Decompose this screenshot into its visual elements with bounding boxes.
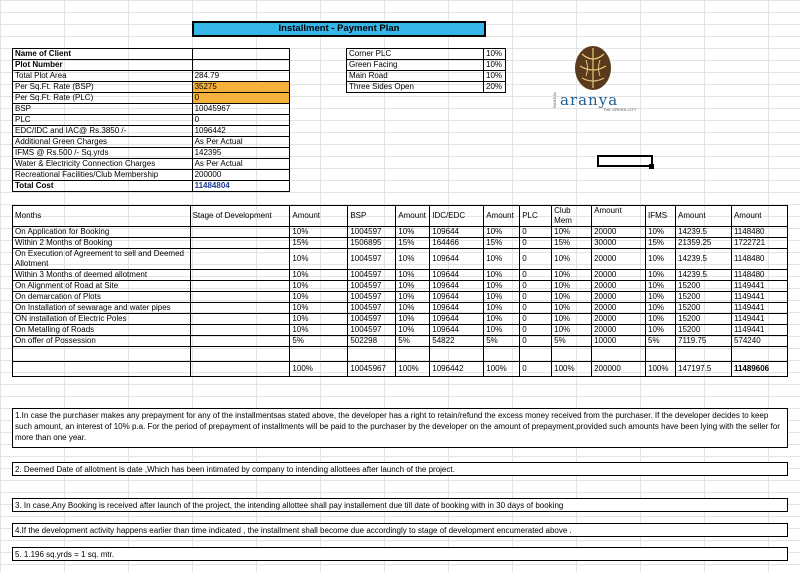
table-cell[interactable]: 5% [552, 336, 592, 347]
table-cell[interactable] [430, 347, 484, 362]
table-cell[interactable]: 10% [290, 314, 348, 325]
table-row [13, 325, 788, 336]
plc-label[interactable]: Main Road [347, 71, 484, 82]
table-cell[interactable]: 164466 [430, 238, 484, 249]
table-cell[interactable]: 14239.5 [676, 227, 732, 238]
client-info-value[interactable]: 284.79 [192, 71, 289, 82]
table-cell[interactable] [190, 270, 290, 281]
table-cell[interactable] [190, 292, 290, 303]
table-row [13, 314, 788, 325]
table-cell[interactable]: 10% [646, 249, 676, 270]
table-cell[interactable] [484, 347, 520, 362]
table-cell[interactable]: 15% [552, 238, 592, 249]
table-row [13, 227, 788, 238]
column-header[interactable]: Amount [592, 206, 646, 227]
table-cell[interactable]: 1004597 [348, 325, 396, 336]
logo-prefix: RAHEJA [552, 92, 557, 108]
table-row [13, 303, 788, 314]
client-info-row [13, 170, 290, 181]
table-cell[interactable]: 0 [520, 336, 552, 347]
table-cell[interactable]: 15200 [676, 314, 732, 325]
table-cell[interactable]: On Installation of sewarage and water pipes [13, 303, 191, 314]
client-info-value[interactable]: 0 [192, 93, 289, 104]
client-info-value[interactable]: 142395 [192, 148, 289, 159]
table-cell[interactable] [190, 238, 290, 249]
client-info-row [13, 159, 290, 170]
table-cell[interactable]: 1149441 [731, 281, 787, 292]
table-cell[interactable]: 10% [290, 325, 348, 336]
table-cell[interactable]: 10% [396, 292, 430, 303]
table-cell[interactable]: 0 [520, 249, 552, 270]
table-cell[interactable]: 10% [646, 314, 676, 325]
table-row [13, 292, 788, 303]
total-cell[interactable]: 100% [290, 362, 348, 377]
client-info-row [13, 115, 290, 126]
plc-value[interactable]: 20% [484, 82, 506, 93]
table-cell[interactable]: 10% [552, 325, 592, 336]
total-cell[interactable] [13, 362, 191, 377]
client-info-row [13, 49, 290, 60]
column-header[interactable]: BSP [348, 206, 396, 227]
table-cell[interactable]: 20000 [592, 249, 646, 270]
plc-row [347, 60, 506, 71]
table-cell[interactable]: 10% [552, 227, 592, 238]
totals-row [13, 362, 788, 377]
table-cell[interactable]: 1506895 [348, 238, 396, 249]
table-cell[interactable]: 10% [646, 292, 676, 303]
client-info-row [13, 148, 290, 159]
client-info-table [12, 48, 290, 192]
table-cell[interactable] [190, 325, 290, 336]
note-3: 3. In case,Any Booking is received after launch of the project, the intending allottee shall pay installement due till date of booking with in 30 days of booking [12, 498, 788, 512]
table-cell[interactable]: 1004597 [348, 303, 396, 314]
table-cell[interactable] [646, 347, 676, 362]
table-cell[interactable] [190, 347, 290, 362]
client-info-value[interactable] [192, 60, 289, 71]
table-cell[interactable]: 10% [396, 325, 430, 336]
table-cell[interactable]: 109644 [430, 270, 484, 281]
table-row [13, 238, 788, 249]
client-info-label[interactable]: Total Cost [13, 181, 193, 192]
table-cell[interactable]: 15% [290, 238, 348, 249]
note-1: 1.In case the purchaser makes any prepayment for any of the installmentsas stated above, the developer has a right to retain/refund the excess money received from the purchaser. If the developer decides to keep such amount, an interest of 10% p.a. For the period of prepayment of installments will be paid to the purchaser by the developer on the amount of prepayment,provided such amounts have been lying with the seller for more than one year. [12, 408, 788, 448]
client-info-label[interactable]: Recreational Facilities/Club Membership [13, 170, 193, 181]
table-cell[interactable]: 10% [552, 292, 592, 303]
table-cell[interactable] [676, 347, 732, 362]
column-header[interactable]: IFMS [646, 206, 676, 227]
table-cell[interactable]: 109644 [430, 325, 484, 336]
table-cell[interactable]: 10% [484, 227, 520, 238]
table-cell[interactable]: 109644 [430, 227, 484, 238]
table-cell[interactable] [290, 347, 348, 362]
plc-row [347, 49, 506, 60]
client-info-label[interactable]: Name of Client [13, 49, 193, 60]
table-cell[interactable]: 109644 [430, 281, 484, 292]
client-info-value[interactable]: 1096442 [192, 126, 289, 137]
table-cell[interactable]: 1148480 [731, 270, 787, 281]
table-cell[interactable]: 20000 [592, 270, 646, 281]
table-row [13, 249, 788, 270]
table-cell[interactable]: 0 [520, 238, 552, 249]
table-cell[interactable]: 10% [484, 292, 520, 303]
table-cell[interactable]: 1004597 [348, 227, 396, 238]
client-info-label[interactable]: Water & Electricity Connection Charges [13, 159, 193, 170]
table-cell[interactable]: 109644 [430, 303, 484, 314]
total-cell[interactable]: 100% [552, 362, 592, 377]
table-cell[interactable]: 10% [646, 227, 676, 238]
client-info-value[interactable]: As Per Actual [192, 159, 289, 170]
total-cell[interactable]: 10045967 [348, 362, 396, 377]
table-cell[interactable]: 1722721 [731, 238, 787, 249]
table-cell[interactable]: 1149441 [731, 325, 787, 336]
column-header[interactable]: Amount [731, 206, 787, 227]
client-info-value[interactable]: 35275 [192, 82, 289, 93]
table-cell[interactable]: 15% [484, 238, 520, 249]
table-cell[interactable]: 10% [396, 270, 430, 281]
table-cell[interactable] [731, 347, 787, 362]
table-cell[interactable]: 1148480 [731, 227, 787, 238]
table-cell[interactable]: 10% [552, 249, 592, 270]
table-cell[interactable]: 20000 [592, 325, 646, 336]
plc-label[interactable]: Corner PLC [347, 49, 484, 60]
plc-label[interactable]: Three Sides Open [347, 82, 484, 93]
client-info-label[interactable]: Additional Green Charges [13, 137, 193, 148]
client-info-value[interactable]: 11484804 [192, 181, 289, 192]
table-cell[interactable]: 54822 [430, 336, 484, 347]
total-cell[interactable]: 100% [396, 362, 430, 377]
table-cell[interactable]: 0 [520, 303, 552, 314]
client-info-label[interactable]: Per Sq.Ft. Rate (BSP) [13, 82, 193, 93]
table-cell[interactable]: On Execution of Agreement to sell and Deemed Allotment [13, 249, 191, 270]
table-cell[interactable]: 14239.5 [676, 270, 732, 281]
spacer-row [13, 347, 788, 362]
table-cell[interactable]: 0 [520, 227, 552, 238]
table-cell[interactable]: 10% [396, 281, 430, 292]
table-cell[interactable]: 10% [396, 249, 430, 270]
table-cell[interactable]: 15% [646, 238, 676, 249]
table-cell[interactable]: 1149441 [731, 303, 787, 314]
table-cell[interactable]: 30000 [592, 238, 646, 249]
table-row [13, 281, 788, 292]
table-cell[interactable]: 10% [484, 270, 520, 281]
table-row [13, 270, 788, 281]
table-cell[interactable]: 10% [290, 303, 348, 314]
total-cell[interactable]: 100% [484, 362, 520, 377]
client-info-label[interactable]: PLC [13, 115, 193, 126]
table-cell[interactable]: 1004597 [348, 292, 396, 303]
client-info-label[interactable]: IFMS @ Rs.500 /- Sq.yrds [13, 148, 193, 159]
note-4: 4.If the development activity happens earlier than time indicated , the installment shall become due accordingly to stage of development encumerated above . [12, 523, 788, 537]
table-cell[interactable]: 5% [396, 336, 430, 347]
table-cell[interactable]: 10% [396, 227, 430, 238]
table-cell[interactable]: 15% [396, 238, 430, 249]
table-cell[interactable]: 10% [290, 227, 348, 238]
table-cell[interactable]: 20000 [592, 281, 646, 292]
total-cell[interactable]: 100% [646, 362, 676, 377]
client-info-label[interactable]: Total Plot Area [13, 71, 193, 82]
table-cell[interactable]: 15200 [676, 281, 732, 292]
column-header[interactable]: Amount [396, 206, 430, 227]
table-cell[interactable]: 5% [646, 336, 676, 347]
column-header[interactable]: Club Mem [552, 206, 592, 227]
client-info-row [13, 93, 290, 104]
client-info-value[interactable]: As Per Actual [192, 137, 289, 148]
installment-table [12, 205, 788, 377]
table-cell[interactable]: 1004597 [348, 270, 396, 281]
table-cell[interactable]: 10% [290, 249, 348, 270]
table-cell[interactable]: 0 [520, 314, 552, 325]
table-cell[interactable]: 5% [484, 336, 520, 347]
table-cell[interactable]: 1149441 [731, 292, 787, 303]
table-cell[interactable]: 7119.75 [676, 336, 732, 347]
table-cell[interactable]: 10% [290, 292, 348, 303]
total-cell[interactable]: 1096442 [430, 362, 484, 377]
table-cell[interactable]: 10% [646, 281, 676, 292]
client-info-value[interactable] [192, 49, 289, 60]
plc-row [347, 82, 506, 93]
column-header[interactable]: PLC [520, 206, 552, 227]
table-cell[interactable]: 10% [484, 314, 520, 325]
table-cell[interactable]: 10% [396, 303, 430, 314]
page-title: Installment - Payment Plan [192, 21, 486, 37]
table-cell[interactable]: 10% [484, 281, 520, 292]
plc-value[interactable]: 10% [484, 71, 506, 82]
table-cell[interactable]: 1149441 [731, 314, 787, 325]
table-cell[interactable]: On Alignment of Road at Site [13, 281, 191, 292]
total-cell[interactable] [190, 362, 290, 377]
table-cell[interactable]: On offer of Possession [13, 336, 191, 347]
total-cell[interactable]: 11489606 [731, 362, 787, 377]
table-cell[interactable] [190, 249, 290, 270]
table-cell[interactable]: 10% [552, 281, 592, 292]
client-info-row [13, 82, 290, 93]
aranya-logo-icon [564, 44, 622, 92]
column-header[interactable]: Amount [676, 206, 732, 227]
client-info-row [13, 181, 290, 192]
table-cell[interactable]: 10000 [592, 336, 646, 347]
note-5: 5. 1.196 sq.yrds = 1 sq. mtr. [12, 547, 788, 561]
table-cell[interactable]: On Metalling of Roads [13, 325, 191, 336]
table-cell[interactable]: 1004597 [348, 281, 396, 292]
table-cell[interactable]: 574240 [731, 336, 787, 347]
table-cell[interactable]: 10% [552, 303, 592, 314]
table-cell[interactable]: On demarcation of Plots [13, 292, 191, 303]
table-cell[interactable]: 10% [552, 270, 592, 281]
client-info-row [13, 60, 290, 71]
table-cell[interactable]: 1004597 [348, 249, 396, 270]
table-cell[interactable] [348, 347, 396, 362]
plc-label[interactable]: Green Facing [347, 60, 484, 71]
table-cell[interactable]: 10% [646, 270, 676, 281]
total-cell[interactable]: 0 [520, 362, 552, 377]
table-cell[interactable]: 10% [484, 249, 520, 270]
table-cell[interactable]: 10% [484, 325, 520, 336]
total-cell[interactable]: 147197.5 [676, 362, 732, 377]
table-cell[interactable] [552, 347, 592, 362]
client-info-label[interactable]: Plot Number [13, 60, 193, 71]
fill-handle[interactable] [649, 164, 654, 169]
table-cell[interactable]: 0 [520, 325, 552, 336]
table-cell[interactable]: Within 2 Months of Booking [13, 238, 191, 249]
table-cell[interactable]: 10% [396, 314, 430, 325]
table-cell[interactable]: 20000 [592, 314, 646, 325]
table-cell[interactable] [190, 314, 290, 325]
table-cell[interactable] [520, 347, 552, 362]
table-cell[interactable] [396, 347, 430, 362]
plc-value[interactable]: 10% [484, 60, 506, 71]
table-cell[interactable]: Within 3 Months of deemed allotment [13, 270, 191, 281]
client-info-value[interactable]: 0 [192, 115, 289, 126]
table-cell[interactable] [190, 303, 290, 314]
table-cell[interactable] [592, 347, 646, 362]
table-cell[interactable] [190, 281, 290, 292]
note-2: 2. Deemed Date of allotment is date ,Which has been intimated by company to intending allottees after launch of the project. [12, 462, 788, 476]
table-cell[interactable]: 14239.5 [676, 249, 732, 270]
plc-row [347, 71, 506, 82]
table-cell[interactable]: 1004597 [348, 314, 396, 325]
column-header[interactable]: IDC/EDC [430, 206, 484, 227]
client-info-value[interactable]: 10045967 [192, 104, 289, 115]
table-cell[interactable]: 109644 [430, 314, 484, 325]
client-info-label[interactable]: BSP [13, 104, 193, 115]
table-cell[interactable]: 20000 [592, 303, 646, 314]
selected-cell[interactable] [597, 155, 653, 167]
table-cell[interactable]: 502298 [348, 336, 396, 347]
table-cell[interactable]: On Application for Booking [13, 227, 191, 238]
client-info-row [13, 137, 290, 148]
table-cell[interactable]: 10% [646, 325, 676, 336]
table-cell[interactable] [190, 336, 290, 347]
table-cell[interactable] [13, 347, 191, 362]
column-header[interactable]: Amount [290, 206, 348, 227]
table-cell[interactable]: ON installation of Electric Poles [13, 314, 191, 325]
table-cell[interactable]: 0 [520, 281, 552, 292]
column-header[interactable]: Stage of Development [190, 206, 290, 227]
client-info-label[interactable]: Per Sq.Ft. Rate (PLC) [13, 93, 193, 104]
table-cell[interactable]: 1148480 [731, 249, 787, 270]
client-info-row [13, 104, 290, 115]
table-row [13, 336, 788, 347]
logo-brand: aranya [560, 91, 619, 109]
table-cell[interactable]: 109644 [430, 292, 484, 303]
client-info-label[interactable]: EDC/IDC and IAC@ Rs.3850 /- [13, 126, 193, 137]
table-cell[interactable]: 10% [290, 281, 348, 292]
table-cell[interactable]: 21359.25 [676, 238, 732, 249]
column-header[interactable]: Amount [484, 206, 520, 227]
client-info-value[interactable]: 200000 [192, 170, 289, 181]
table-cell[interactable]: 10% [646, 303, 676, 314]
column-header[interactable]: Months [13, 206, 191, 227]
table-cell[interactable]: 109644 [430, 249, 484, 270]
table-cell[interactable]: 0 [520, 292, 552, 303]
table-cell[interactable]: 20000 [592, 227, 646, 238]
table-cell[interactable]: 10% [552, 314, 592, 325]
plc-value[interactable]: 10% [484, 49, 506, 60]
table-cell[interactable]: 15200 [676, 292, 732, 303]
table-cell[interactable]: 10% [290, 270, 348, 281]
table-cell[interactable]: 20000 [592, 292, 646, 303]
plc-table [346, 48, 506, 93]
client-info-row [13, 71, 290, 82]
table-cell[interactable]: 10% [484, 303, 520, 314]
table-cell[interactable]: 0 [520, 270, 552, 281]
table-cell[interactable]: 15200 [676, 303, 732, 314]
logo-tagline: THE GREEN CITY [603, 107, 637, 112]
table-cell[interactable]: 15200 [676, 325, 732, 336]
table-cell[interactable] [190, 227, 290, 238]
client-info-row [13, 126, 290, 137]
table-cell[interactable]: 5% [290, 336, 348, 347]
total-cell[interactable]: 200000 [592, 362, 646, 377]
